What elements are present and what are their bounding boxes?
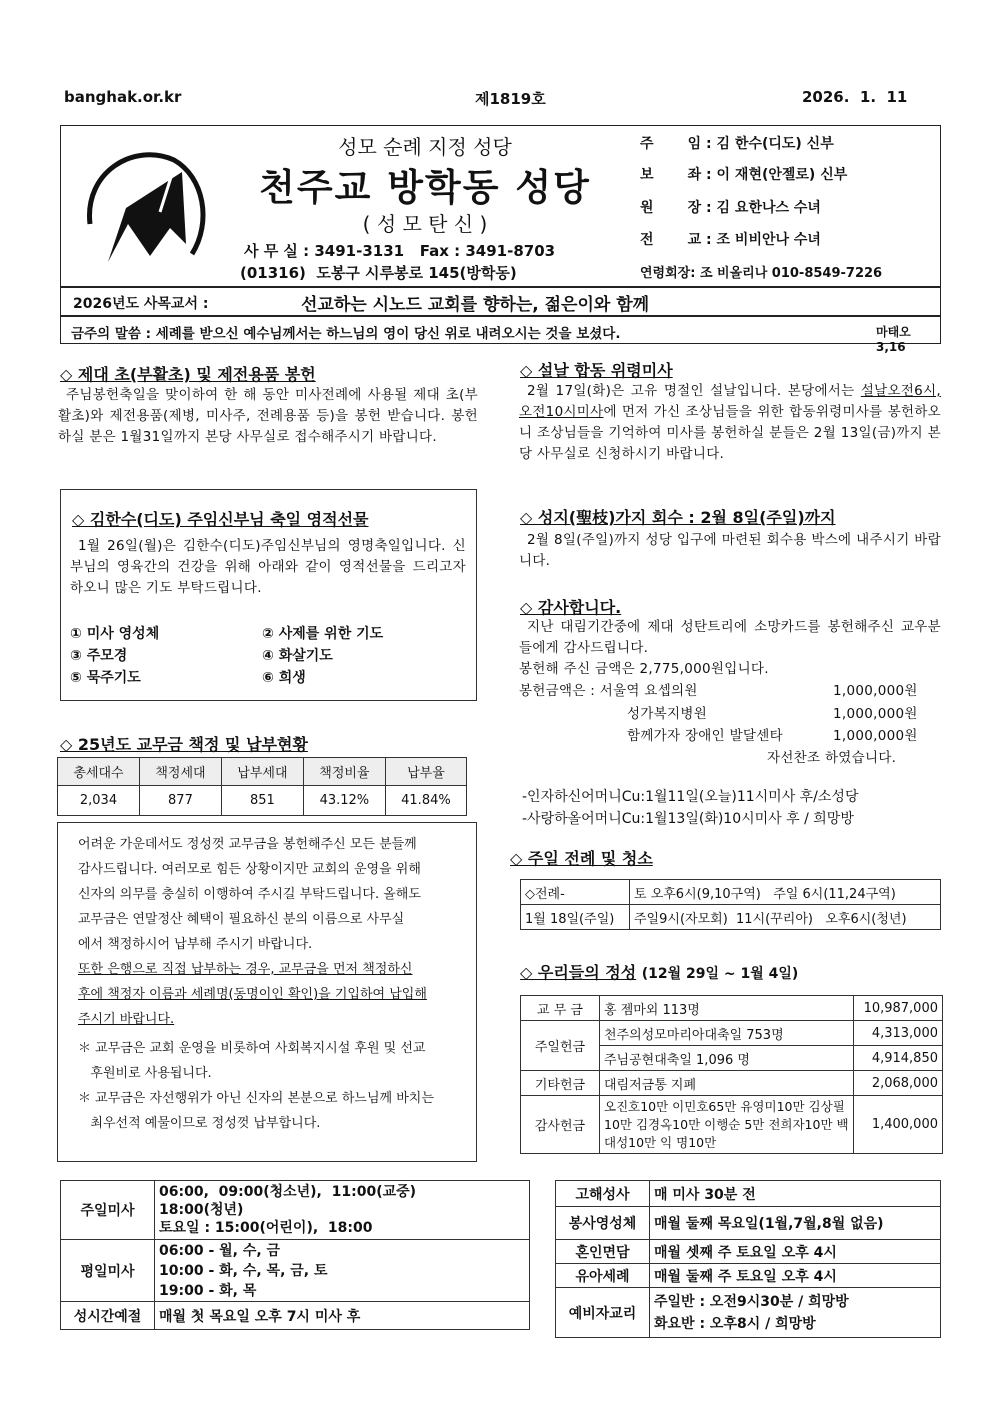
pastoral-bar bbox=[60, 287, 941, 316]
offering-amount: 1,400,000 bbox=[854, 1096, 943, 1154]
offering-cat: 교 무 금 bbox=[521, 996, 600, 1021]
sunday-mass-times: 06:00, 09:00(청소년), 11:00(교중) 18:00(청년) 토요일 : 15:00(어린이), 18:00 bbox=[155, 1181, 530, 1240]
offering-desc: 대림저금통 지폐 bbox=[600, 1071, 854, 1096]
sec8-title: ◇ 우리들의 정성 (12월 29일 ~ 1월 4일) bbox=[520, 963, 799, 982]
offering-desc: 천주의성모마리아대축일 753명 bbox=[600, 1021, 854, 1046]
subtitle: 성모 순례 지정 성당 bbox=[338, 135, 512, 159]
weekday-mass-times: 06:00 - 월, 수, 금 10:00 - 화, 수, 목, 금, 토 19:00 - 화, 목 bbox=[155, 1240, 530, 1302]
word-bar bbox=[60, 316, 941, 354]
donation-1-amount: 1,000,000원 bbox=[833, 683, 918, 699]
gift-item-4: ④ 화살기도 bbox=[262, 648, 333, 664]
pastoral-text: 선교하는 시노드 교회를 향하는, 젊은이와 함께 bbox=[301, 295, 650, 315]
tithe-header: 책정비율 bbox=[303, 758, 385, 786]
donation-3-label: 함께가자 장애인 발달센타 bbox=[627, 728, 783, 744]
tithe-header: 납부율 bbox=[385, 758, 466, 786]
sec4-title: ◇ 설날 합동 위령미사 bbox=[520, 361, 673, 380]
adoration-text: 매월 첫 목요일 오후 7시 미사 후 bbox=[155, 1302, 530, 1330]
sec6-line2: 봉헌해 주신 금액은 2,775,000원입니다. bbox=[519, 661, 769, 677]
staff-assistant: 보 좌 : 이 재현(안젤로) 신부 bbox=[640, 167, 848, 183]
marriage-text: 매월 셋째 주 토요일 오후 4시 bbox=[650, 1240, 941, 1264]
memorial-1: -인자하신어머니Cu:1월11일(오늘)11시미사 후/소성당 bbox=[522, 789, 859, 805]
adoration-label: 성시간예절 bbox=[61, 1302, 155, 1330]
offering-amount: 2,068,000 bbox=[854, 1071, 943, 1096]
sec6-title: ◇ 감사합니다. bbox=[520, 598, 622, 617]
donation-closing: 자선찬조 하였습니다. bbox=[767, 750, 897, 766]
mass-schedule-table bbox=[60, 1180, 530, 1330]
donation-2-label: 성가복지병원 bbox=[627, 706, 708, 722]
offering-amount: 4,914,850 bbox=[854, 1046, 943, 1071]
staff-director: 원 장 : 김 요한나스 수녀 bbox=[640, 200, 821, 216]
gift-item-1: ① 미사 영성체 bbox=[70, 626, 160, 642]
issue-date: 2026. 1. 11 bbox=[802, 88, 908, 106]
infant-baptism-label: 유아세례 bbox=[556, 1264, 650, 1288]
issue-number: 제1819호 bbox=[475, 90, 546, 108]
liturgy-table bbox=[520, 879, 941, 930]
weekday-mass-label: 평일미사 bbox=[61, 1240, 155, 1302]
tithe-value: 851 bbox=[221, 786, 303, 816]
donation-2-amount: 1,000,000원 bbox=[833, 706, 918, 722]
marriage-label: 혼인면담 bbox=[556, 1240, 650, 1264]
parish-title: 천주교 방학동 성당 bbox=[259, 166, 591, 209]
sunday-mass-label: 주일미사 bbox=[61, 1181, 155, 1240]
catechism-label: 예비자교리 bbox=[556, 1288, 650, 1338]
gift-item-5: ⑤ 묵주기도 bbox=[70, 670, 141, 686]
pastoral-label: 2026년도 사목교서 : bbox=[73, 296, 209, 312]
donation-3-amount: 1,000,000원 bbox=[833, 728, 918, 744]
liturgy-sunday: 주일9시(자모회) 11시(꾸리아) 오후6시(청년) bbox=[630, 905, 941, 930]
motto: ( 성 모 탄 신 ) bbox=[362, 212, 488, 236]
offering-cat: 주일헌금 bbox=[521, 1021, 600, 1071]
gift-item-6: ⑥ 희생 bbox=[262, 670, 306, 686]
sec3-title: ◇ 25년도 교무금 책정 및 납부현황 bbox=[60, 735, 308, 754]
sick-communion-label: 봉사영성체 bbox=[556, 1207, 650, 1240]
parish-logo-icon bbox=[64, 132, 214, 282]
sec7-title: ◇ 주일 전례 및 청소 bbox=[510, 849, 653, 868]
tithe-table bbox=[57, 757, 467, 816]
offering-desc: 홍 젬마외 113명 bbox=[600, 996, 854, 1021]
tithe-header: 총세대수 bbox=[58, 758, 140, 786]
office-phone: 사 무 실 : 3491-3131 Fax : 3491-8703 bbox=[244, 242, 556, 260]
staff-mission: 전 교 : 조 비비안나 수녀 bbox=[640, 232, 821, 248]
offering-table bbox=[520, 995, 943, 1154]
sec2-title: ◇ 김한수(디도) 주임신부님 축일 영적선물 bbox=[72, 510, 369, 529]
sec4-body: 2월 17일(화)은 고유 명절인 설날입니다. 본당에서는 설날오전6시, 오전10시미사에 먼저 가신 조상님들을 위한 합동위령미사를 봉헌하오니 조상님들을 기억하여 미사를 봉헌하실 분들은 2월 13일(금)까지 본당 사무실로 신청하시기 바랍니다. bbox=[519, 383, 941, 462]
staff-pastor: 주 임 : 김 한수(디도) 신부 bbox=[640, 136, 834, 152]
sec1-title: ◇ 제대 초(부활초) 및 제전용품 봉헌 bbox=[60, 365, 316, 384]
confession-text: 매 미사 30분 전 bbox=[650, 1181, 941, 1207]
offering-cat: 기타헌금 bbox=[521, 1071, 600, 1096]
word-ref: 마태오3,16 bbox=[876, 325, 911, 354]
address: (01316) 도봉구 시루봉로 145(방학동) bbox=[240, 264, 517, 282]
offering-amount: 10,987,000 bbox=[854, 996, 943, 1021]
staff-funeral: 연령회장: 조 비올리나 010-8549-7226 bbox=[640, 266, 883, 281]
tithe-value: 43.12% bbox=[303, 786, 385, 816]
sacrament-schedule-table bbox=[555, 1180, 941, 1338]
site-url: banghak.or.kr bbox=[64, 88, 182, 106]
memorial-2: -사랑하올어머니Cu:1월13일(화)10시미사 후 / 희망방 bbox=[522, 811, 854, 827]
offering-desc: 오진호10만 이민호65만 유영미10만 김상필10만 김경옥10만 이행순 5만 전희자10만 백대성10만 익 명10만 bbox=[600, 1096, 854, 1154]
gift-item-2: ② 사제를 위한 기도 bbox=[262, 626, 384, 642]
offering-desc: 주님공현대축일 1,096 명 bbox=[600, 1046, 854, 1071]
offering-cat: 감사헌금 bbox=[521, 1096, 600, 1154]
tithe-header: 납부세대 bbox=[221, 758, 303, 786]
tithe-value: 877 bbox=[139, 786, 221, 816]
sick-communion-text: 매월 둘째 목요일(1월,7월,8월 없음) bbox=[650, 1207, 941, 1240]
liturgy-saturday: 토 오후6시(9,10구역) 주일 6시(11,24구역) bbox=[630, 880, 941, 905]
tithe-value: 2,034 bbox=[58, 786, 140, 816]
sec5-body: 2월 8일(주일)까지 성당 입구에 마련된 회수용 박스에 내주시기 바랍니다. bbox=[519, 532, 941, 569]
liturgy-label: ◇전례- bbox=[521, 880, 630, 905]
liturgy-date: 1월 18일(주일) bbox=[521, 905, 630, 930]
donation-1-label: 봉헌금액은 : 서울역 요셉의원 bbox=[519, 683, 698, 699]
tithe-header: 책정세대 bbox=[139, 758, 221, 786]
sec1-body: 주님봉헌축일을 맞이하여 한 해 동안 미사전례에 사용될 제대 초(부활초)와 제전용품(제병, 미사주, 전례용품 등)을 봉헌 받습니다. 봉헌하실 분은 1월31일까지 본당 사무실로 접수해주시기 바랍니다. bbox=[58, 387, 478, 445]
word-text: 금주의 말씀 : 세례를 받으신 예수님께서는 하느님의 영이 당신 위로 내려오시는 것을 보셨다. bbox=[71, 326, 621, 342]
offering-amount: 4,313,000 bbox=[854, 1021, 943, 1046]
sec2-body: 1월 26일(월)은 김한수(디도)주임신부님의 영명축일입니다. 신부님의 영육간의 건강을 위해 아래와 같이 영적선물을 드리고자 하오니 많은 기도 부탁드립니다. bbox=[70, 538, 466, 596]
gift-item-3: ③ 주모경 bbox=[70, 648, 128, 664]
tithe-note: 어려운 가운데서도 정성껏 교무금을 봉헌해주신 모든 분들께 감사드립니다. 여러모로 힘든 상황이지만 교회의 운영을 위해 신자의 의무를 충실히 이행하여 주시길 부탁드립니다. 올해도 교무금은 연말정산 혜택이 필요하신 분의 이름으로 사무실 에서 책정하시어 납부해 주시기 바랍니다. 또한 은행으로 직접 납부하는 경우, 교무금을 먼저 책정하신 후에 책정자 이름과 세례명(동명이인 확인)을 기입하여 납입해 주시기 바랍니다. ＊ 교무금은 교회 운영을 비롯하여 사회복지시설 후원 및 선교 후원비로 사용됩니다. ＊ 교무금은 자선행위가 아닌 신자의 본분으로 하느님께 바치는 최우선적 예물이므로 정성껏 납부합니다. bbox=[78, 837, 434, 1131]
catechism-text: 주일반 : 오전9시30분 / 희망방 화요반 : 오후8시 / 희망방 bbox=[650, 1288, 941, 1338]
sec6-line1: 지난 대림기간중에 제대 성탄트리에 소망카드를 봉헌해주신 교우분들에게 감사드립니다. bbox=[519, 619, 941, 656]
tithe-value: 41.84% bbox=[385, 786, 466, 816]
infant-baptism-text: 매월 둘째 주 토요일 오후 4시 bbox=[650, 1264, 941, 1288]
confession-label: 고해성사 bbox=[556, 1181, 650, 1207]
sec5-title: ◇ 성지(聖枝)가지 회수 : 2월 8일(주일)까지 bbox=[520, 508, 836, 527]
